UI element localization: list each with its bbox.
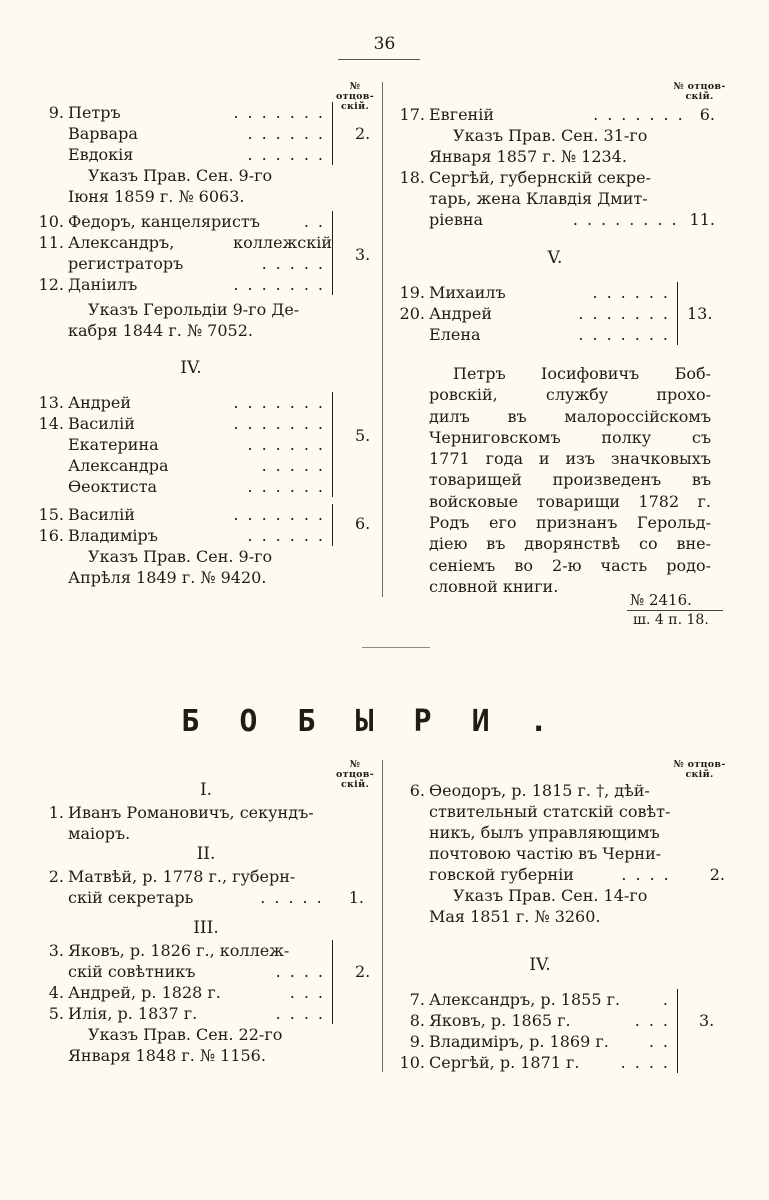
paragraph-line: словной книги.	[429, 576, 559, 596]
group-15-16	[34, 504, 371, 546]
entry-number: 6.	[409, 781, 425, 800]
entry-name: Евдокія	[68, 145, 134, 164]
decree-line: Апрѣля 1849 г. № 9420.	[68, 568, 267, 587]
entry-number: 19.	[399, 283, 425, 302]
entry-number: 13.	[38, 393, 64, 412]
entry-name: Екатерина	[68, 435, 159, 454]
paragraph-line: 1771 года и изъ значковыхъ	[429, 449, 711, 469]
paragraph-line: Черниговскомъ полку съ	[429, 427, 711, 447]
entry-name: Василій	[68, 505, 135, 524]
entry-name: Федоръ, канцеляристъ	[68, 212, 260, 231]
reference-location: ш. 4 п. 18.	[633, 612, 709, 628]
entry-text: ріевна	[429, 210, 484, 229]
decree-line: Указъ Герольдіи 9-го Де-	[88, 300, 300, 319]
entry-number: 15.	[38, 505, 64, 524]
entry-number: 8.	[409, 1011, 425, 1030]
entry-number: 14.	[38, 414, 64, 433]
column-header-line2: скій.	[685, 91, 714, 102]
entry-text: маіоръ.	[68, 824, 131, 843]
entry-name: Яковъ, р. 1865 г.	[429, 1011, 571, 1030]
parish-number: 5.	[355, 426, 371, 445]
entry-text: скій секретарь	[68, 888, 194, 907]
entry	[395, 780, 725, 801]
paragraph-line: дилъ въ малороссійскомъ	[429, 406, 711, 426]
entry-name: регистраторъ	[68, 254, 184, 273]
header-rule	[338, 59, 420, 60]
entry-number: 9.	[409, 1032, 425, 1051]
entry-number	[34, 434, 68, 455]
entry: 5. Илія, р. 1837 г. ....	[34, 1003, 332, 1024]
entry-name: Михаилъ	[429, 283, 506, 302]
entry-number: 11.	[38, 233, 64, 252]
column-header-line1: № отцов-	[673, 759, 726, 770]
entry-number: 4.	[48, 983, 64, 1002]
decree-line: Указъ Прав. Сен. 31-го	[453, 126, 648, 145]
entry-text: почтовою частію въ Черни-	[429, 844, 662, 863]
generation-heading: IV.	[180, 358, 202, 378]
entry: 8. Яковъ, р. 1865 г. ...	[395, 1010, 677, 1031]
entry-number	[34, 961, 68, 982]
decree-line: Указъ Прав. Сен. 22-го	[88, 1025, 283, 1044]
entry-number: 7.	[409, 990, 425, 1009]
entry: Екатерина ......	[34, 434, 332, 455]
group-10-12	[34, 211, 371, 295]
generation-heading: III.	[193, 918, 219, 938]
entry: ріевна ........ 11.	[429, 210, 715, 229]
entry-name: Даніилъ	[68, 275, 138, 294]
section-divider	[362, 647, 430, 648]
paragraph-line: войсковые товарищи 1782 г.	[429, 491, 711, 511]
entry-name: Варвара	[68, 124, 138, 143]
entry	[34, 940, 332, 961]
entry: 19. Михаилъ ......	[395, 282, 677, 303]
entry: Елена .......	[395, 324, 677, 345]
entry-text: Өеодоръ, р. 1815 г. †, дѣй-	[429, 781, 650, 800]
entry-number: 3.	[48, 941, 64, 960]
column-divider-bottom	[382, 760, 383, 1072]
column-header-top-right	[672, 82, 727, 102]
group-3-5	[34, 940, 371, 1024]
decree-line: Января 1857 г. № 1234.	[429, 147, 627, 166]
parish-number: 1.	[348, 888, 364, 907]
entry-name: Александръ,	[68, 233, 175, 252]
entry-name: Василій	[68, 414, 135, 433]
decree-line: Мая 1851 г. № 3260.	[429, 907, 601, 926]
decree-line: Января 1848 г. № 1156.	[68, 1046, 266, 1065]
generation-heading: I.	[199, 780, 213, 800]
entry-name: скій совѣтникъ	[68, 962, 196, 981]
parish-number: 13.	[687, 304, 713, 323]
entry: скій секретарь ..... 1.	[68, 888, 364, 907]
entry	[34, 866, 364, 887]
parish-number: 3.	[355, 245, 371, 264]
entry-name: Владиміръ	[68, 526, 158, 545]
entry: говской губерніи .... 2.	[429, 865, 725, 884]
parish-number: 2.	[355, 962, 371, 981]
entry-name: Александра	[68, 456, 169, 475]
parish-number: 6.	[355, 514, 371, 533]
top-right-column	[395, 104, 715, 597]
entry	[34, 802, 364, 823]
entry: 10. Федоръ, канцеляристъ ..	[34, 211, 332, 232]
entry-number: 17.	[399, 105, 425, 124]
entry-text: говской губерніи	[429, 865, 574, 884]
generation-heading: II.	[196, 844, 216, 864]
entry-name-right: коллежскій	[233, 233, 332, 252]
entry-number: 1.	[48, 803, 64, 822]
entry-name: Яковъ, р. 1826 г., коллеж-	[68, 941, 290, 960]
column-header-line2: скій.	[685, 769, 714, 780]
entry: скій совѣтникъ ....	[34, 961, 332, 982]
entry-name: Андрей, р. 1828 г.	[68, 983, 221, 1002]
parish-number: 2.	[709, 865, 725, 884]
entry-text: тарь, жена Клавдія Дмит-	[429, 189, 648, 208]
entry-number: 10.	[38, 212, 64, 231]
page-number: 36	[373, 34, 396, 54]
entry: Александра .....	[34, 455, 332, 476]
generation-heading: IV.	[529, 955, 551, 975]
entry: 15. Василій .......	[34, 504, 332, 525]
entry-text: Матвѣй, р. 1778 г., губерн-	[68, 867, 296, 886]
paragraph-line: сеніемъ во 2-ю часть родо-	[429, 555, 711, 575]
column-header-bottom-right	[672, 760, 727, 780]
column-divider-top	[382, 82, 383, 597]
parish-number: 11.	[689, 210, 715, 229]
group-19-20	[395, 282, 715, 345]
group-13-14	[34, 392, 371, 497]
parish-number: 3.	[699, 1011, 715, 1030]
entry-name: Андрей	[68, 393, 132, 412]
section-title: БОБЫРИ.	[181, 704, 588, 739]
biography-paragraph	[395, 363, 711, 597]
entry-text: Сергѣй, губернскій секре-	[429, 168, 651, 187]
entry-number: 18.	[399, 168, 425, 187]
paragraph-line: товарищей произведенъ въ	[429, 470, 711, 490]
paragraph-line: Родъ его признанъ Герольд-	[429, 513, 711, 533]
entry-name: Өеоктиста	[68, 477, 158, 496]
entry-number: 5.	[48, 1004, 64, 1023]
entry: регистраторъ .....	[34, 253, 332, 274]
column-header-line2: скій.	[340, 779, 370, 790]
entry: Евдокія ......	[34, 144, 332, 165]
entry-number: 10.	[399, 1053, 425, 1072]
entry: 10. Сергѣй, р. 1871 г. ....	[395, 1052, 677, 1073]
entry-name: Андрей	[429, 304, 493, 323]
paragraph-line: діею въ дворянствѣ со вне-	[429, 534, 711, 554]
entry: 4. Андрей, р. 1828 г. ...	[34, 982, 332, 1003]
entry-number: 16.	[38, 526, 64, 545]
entry: 9. Петръ .......	[34, 102, 332, 123]
entry-number	[34, 476, 68, 497]
entry: Өеоктиста ......	[34, 476, 332, 497]
decree-line: Указъ Прав. Сен. 9-го	[88, 547, 273, 566]
entry: 13. Андрей .......	[34, 392, 332, 413]
entry-number	[395, 324, 429, 345]
entry-number: 9.	[48, 103, 64, 122]
entry-text: Иванъ Романовичъ, секундъ-	[68, 803, 314, 822]
column-header-line1: № отцов-	[673, 81, 726, 92]
bottom-right-column	[395, 780, 725, 1073]
entry-text: ствительный статскій совѣт-	[429, 802, 671, 821]
entry-number	[34, 455, 68, 476]
decree-line: Іюня 1859 г. № 6063.	[68, 187, 245, 206]
entry-name: Елена	[429, 325, 481, 344]
decree-line: кабря 1844 г. № 7052.	[68, 321, 253, 340]
reference-rule	[627, 610, 723, 611]
reference-number: № 2416.	[630, 591, 692, 609]
entry	[34, 232, 332, 253]
paragraph-line: Петръ Іосифовичъ Боб-	[453, 364, 711, 383]
column-header-line1: № отцов-	[336, 759, 374, 780]
entry-name: Александръ, р. 1855 г.	[429, 990, 621, 1009]
top-left-column	[34, 102, 371, 588]
entry: 9. Владиміръ, р. 1869 г. ..	[395, 1031, 677, 1052]
entry: 7. Александръ, р. 1855 г. .	[395, 989, 677, 1010]
entry-name: Владиміръ, р. 1869 г.	[429, 1032, 609, 1051]
entry-number	[34, 144, 68, 165]
parish-number: 6.	[699, 105, 715, 124]
entry-name: Евгеній	[429, 105, 494, 124]
entry: 14. Василій .......	[34, 413, 332, 434]
column-header-top-left	[330, 82, 380, 112]
parish-number: 2.	[355, 124, 371, 143]
entry-text: никъ, былъ управляющимъ	[429, 823, 660, 842]
entry-name: Сергѣй, р. 1871 г.	[429, 1053, 580, 1072]
entry: 16. Владиміръ ......	[34, 525, 332, 546]
bottom-left-column	[34, 780, 371, 1066]
decree-line: Указъ Прав. Сен. 9-го	[88, 166, 273, 185]
entry	[395, 167, 715, 188]
entry: 12. Даніилъ .......	[34, 274, 332, 295]
entry: 20. Андрей .......	[395, 303, 677, 324]
entry-number: 2.	[48, 867, 64, 886]
entry-number: 20.	[399, 304, 425, 323]
entry-name: Петръ	[68, 103, 121, 122]
decree-line: Указъ Прав. Сен. 14-го	[453, 886, 648, 905]
group-7-10	[395, 989, 725, 1073]
entry-number	[34, 253, 68, 274]
generation-heading: V.	[547, 248, 563, 268]
entry: 17. Евгеній ....... 6.	[395, 104, 715, 125]
column-header-line1: № отцов-	[336, 81, 374, 102]
entry-number	[34, 123, 68, 144]
entry-name: Илія, р. 1837 г.	[68, 1004, 198, 1023]
entry: Варвара ......	[34, 123, 332, 144]
paragraph-line: ровскій, службу прохо-	[429, 385, 711, 405]
column-header-line2: скій.	[340, 101, 370, 112]
entry-number: 12.	[38, 275, 64, 294]
